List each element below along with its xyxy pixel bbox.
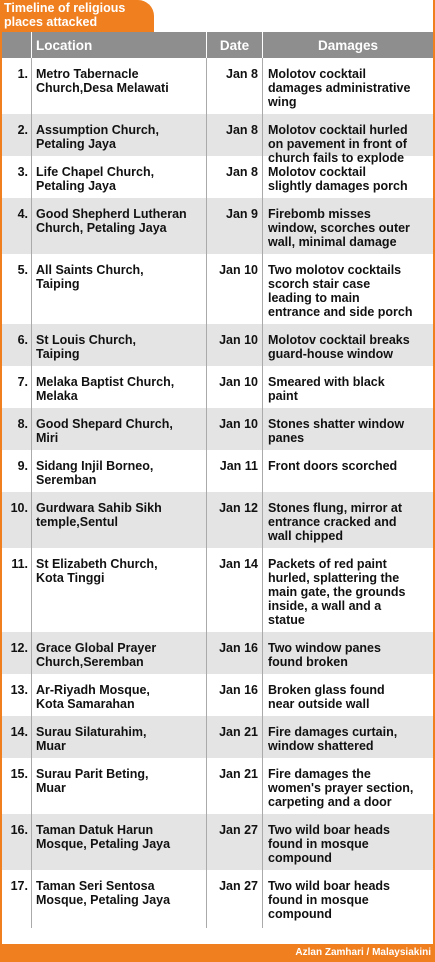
row-date: Jan 16 (207, 674, 263, 716)
row-date: Jan 10 (207, 254, 263, 324)
row-damages: Molotov cocktail slightly damages porch (268, 165, 408, 193)
table-row (2, 324, 433, 366)
table-header (2, 32, 433, 58)
credit-footer (0, 944, 435, 962)
table-row (2, 450, 433, 492)
row-number: 16. (2, 814, 32, 870)
row-location: Gurdwara Sahib Sikh temple,Sentul (32, 492, 207, 548)
row-date: Jan 9 (207, 198, 263, 254)
table-row (2, 408, 433, 450)
row-location: Taman Seri Sentosa Mosque, Petaling Jaya (32, 870, 207, 928)
row-damages: Molotov cocktail hurled on pavement in front of church fails to explode (268, 123, 408, 165)
credit-text: Azlan Zamhari / Malaysiakini (295, 947, 431, 958)
row-damages: Stones flung, mirror at entrance cracked and wall chipped (268, 501, 403, 543)
title-text: Timeline of religious places attacked (4, 1, 126, 29)
row-location: St Elizabeth Church, Kota Tinggi (32, 548, 207, 632)
table-row (2, 254, 433, 324)
row-number: 3. (2, 156, 32, 198)
row-date: Jan 12 (207, 492, 263, 548)
row-damages: Stones shatter window panes (268, 417, 405, 445)
row-damages: Two wild boar heads found in mosque compound (268, 823, 391, 865)
table-row (2, 198, 433, 254)
row-damages: Molotov cocktail breaks guard-house window (268, 333, 410, 361)
table-row (2, 114, 433, 165)
row-number: 7. (2, 366, 32, 408)
row-location: Ar-Riyadh Mosque, Kota Samarahan (32, 674, 207, 716)
header-damages: Damages (317, 37, 379, 53)
header-location: Location (32, 32, 207, 58)
row-number: 6. (2, 324, 32, 366)
row-location: Melaka Baptist Church, Melaka (32, 366, 207, 408)
row-date: Jan 10 (207, 366, 263, 408)
row-damages: Front doors scorched (268, 459, 398, 473)
page-title (0, 0, 154, 32)
row-location: Grace Global Prayer Church,Seremban (32, 632, 207, 674)
row-date: Jan 21 (207, 716, 263, 758)
header-number (2, 32, 32, 58)
table-row (2, 716, 433, 758)
row-location: Surau Parit Beting, Muar (32, 758, 207, 814)
row-damages: Smeared with black paint (268, 375, 385, 403)
table-body (2, 58, 433, 928)
row-number: 15. (2, 758, 32, 814)
row-date: Jan 14 (207, 548, 263, 632)
row-location: St Louis Church, Taiping (32, 324, 207, 366)
row-number: 14. (2, 716, 32, 758)
row-number: 8. (2, 408, 32, 450)
row-number: 17. (2, 870, 32, 928)
row-location: Sidang Injil Borneo, Seremban (32, 450, 207, 492)
table-row (2, 366, 433, 408)
table-row (2, 492, 433, 548)
row-number: 11. (2, 548, 32, 632)
row-location: Life Chapel Church, Petaling Jaya (32, 156, 207, 198)
row-damages: Fire damages the women's prayer section, carpeting and a door (268, 767, 414, 809)
row-damages: Two wild boar heads found in mosque compound (268, 879, 391, 921)
row-damages: Two window panes found broken (268, 641, 381, 669)
row-date: Jan 11 (207, 450, 263, 492)
row-date: Jan 21 (207, 758, 263, 814)
row-date: Jan 8 (207, 58, 263, 114)
row-number: 5. (2, 254, 32, 324)
header-date: Date (207, 32, 263, 58)
table-row (2, 58, 433, 114)
row-location: Good Shepard Church, Miri (32, 408, 207, 450)
row-number: 1. (2, 58, 32, 114)
row-damages: Broken glass found near outside wall (268, 683, 385, 711)
row-number: 4. (2, 198, 32, 254)
row-date: Jan 27 (207, 814, 263, 870)
table-row (2, 758, 433, 814)
row-location: Metro Tabernacle Church,Desa Melawati (32, 58, 207, 114)
row-damages: Molotov cocktail damages administrative wing (268, 67, 411, 109)
table-row (2, 632, 433, 674)
table-row (2, 814, 433, 870)
row-location: Taman Datuk Harun Mosque, Petaling Jaya (32, 814, 207, 870)
row-number: 10. (2, 492, 32, 548)
row-number: 12. (2, 632, 32, 674)
table-row (2, 674, 433, 716)
row-date: Jan 8 (207, 156, 263, 198)
row-location: Assumption Church, Petaling Jaya (32, 114, 207, 156)
row-date: Jan 27 (207, 870, 263, 928)
row-date: Jan 10 (207, 324, 263, 366)
row-date: Jan 10 (207, 408, 263, 450)
row-location: All Saints Church, Taiping (32, 254, 207, 324)
table-row (2, 870, 433, 928)
row-date: Jan 16 (207, 632, 263, 674)
row-number: 2. (2, 114, 32, 156)
table-row (2, 156, 433, 198)
row-number: 13. (2, 674, 32, 716)
row-damages: Firebomb misses window, scorches outer wall, minimal damage (268, 207, 410, 249)
table-row (2, 548, 433, 632)
row-date: Jan 8 (207, 114, 263, 156)
row-damages: Fire damages curtain, window shattered (268, 725, 398, 753)
row-location: Good Shepherd Lutheran Church, Petaling Jaya (32, 198, 207, 254)
row-damages: Packets of red paint hurled, splattering the main gate, the grounds inside, a wall and a statue (268, 557, 406, 627)
row-location: Surau Silaturahim, Muar (32, 716, 207, 758)
row-damages: Two molotov cocktails scorch stair case leading to main entrance and side porch (268, 263, 413, 319)
row-number: 9. (2, 450, 32, 492)
